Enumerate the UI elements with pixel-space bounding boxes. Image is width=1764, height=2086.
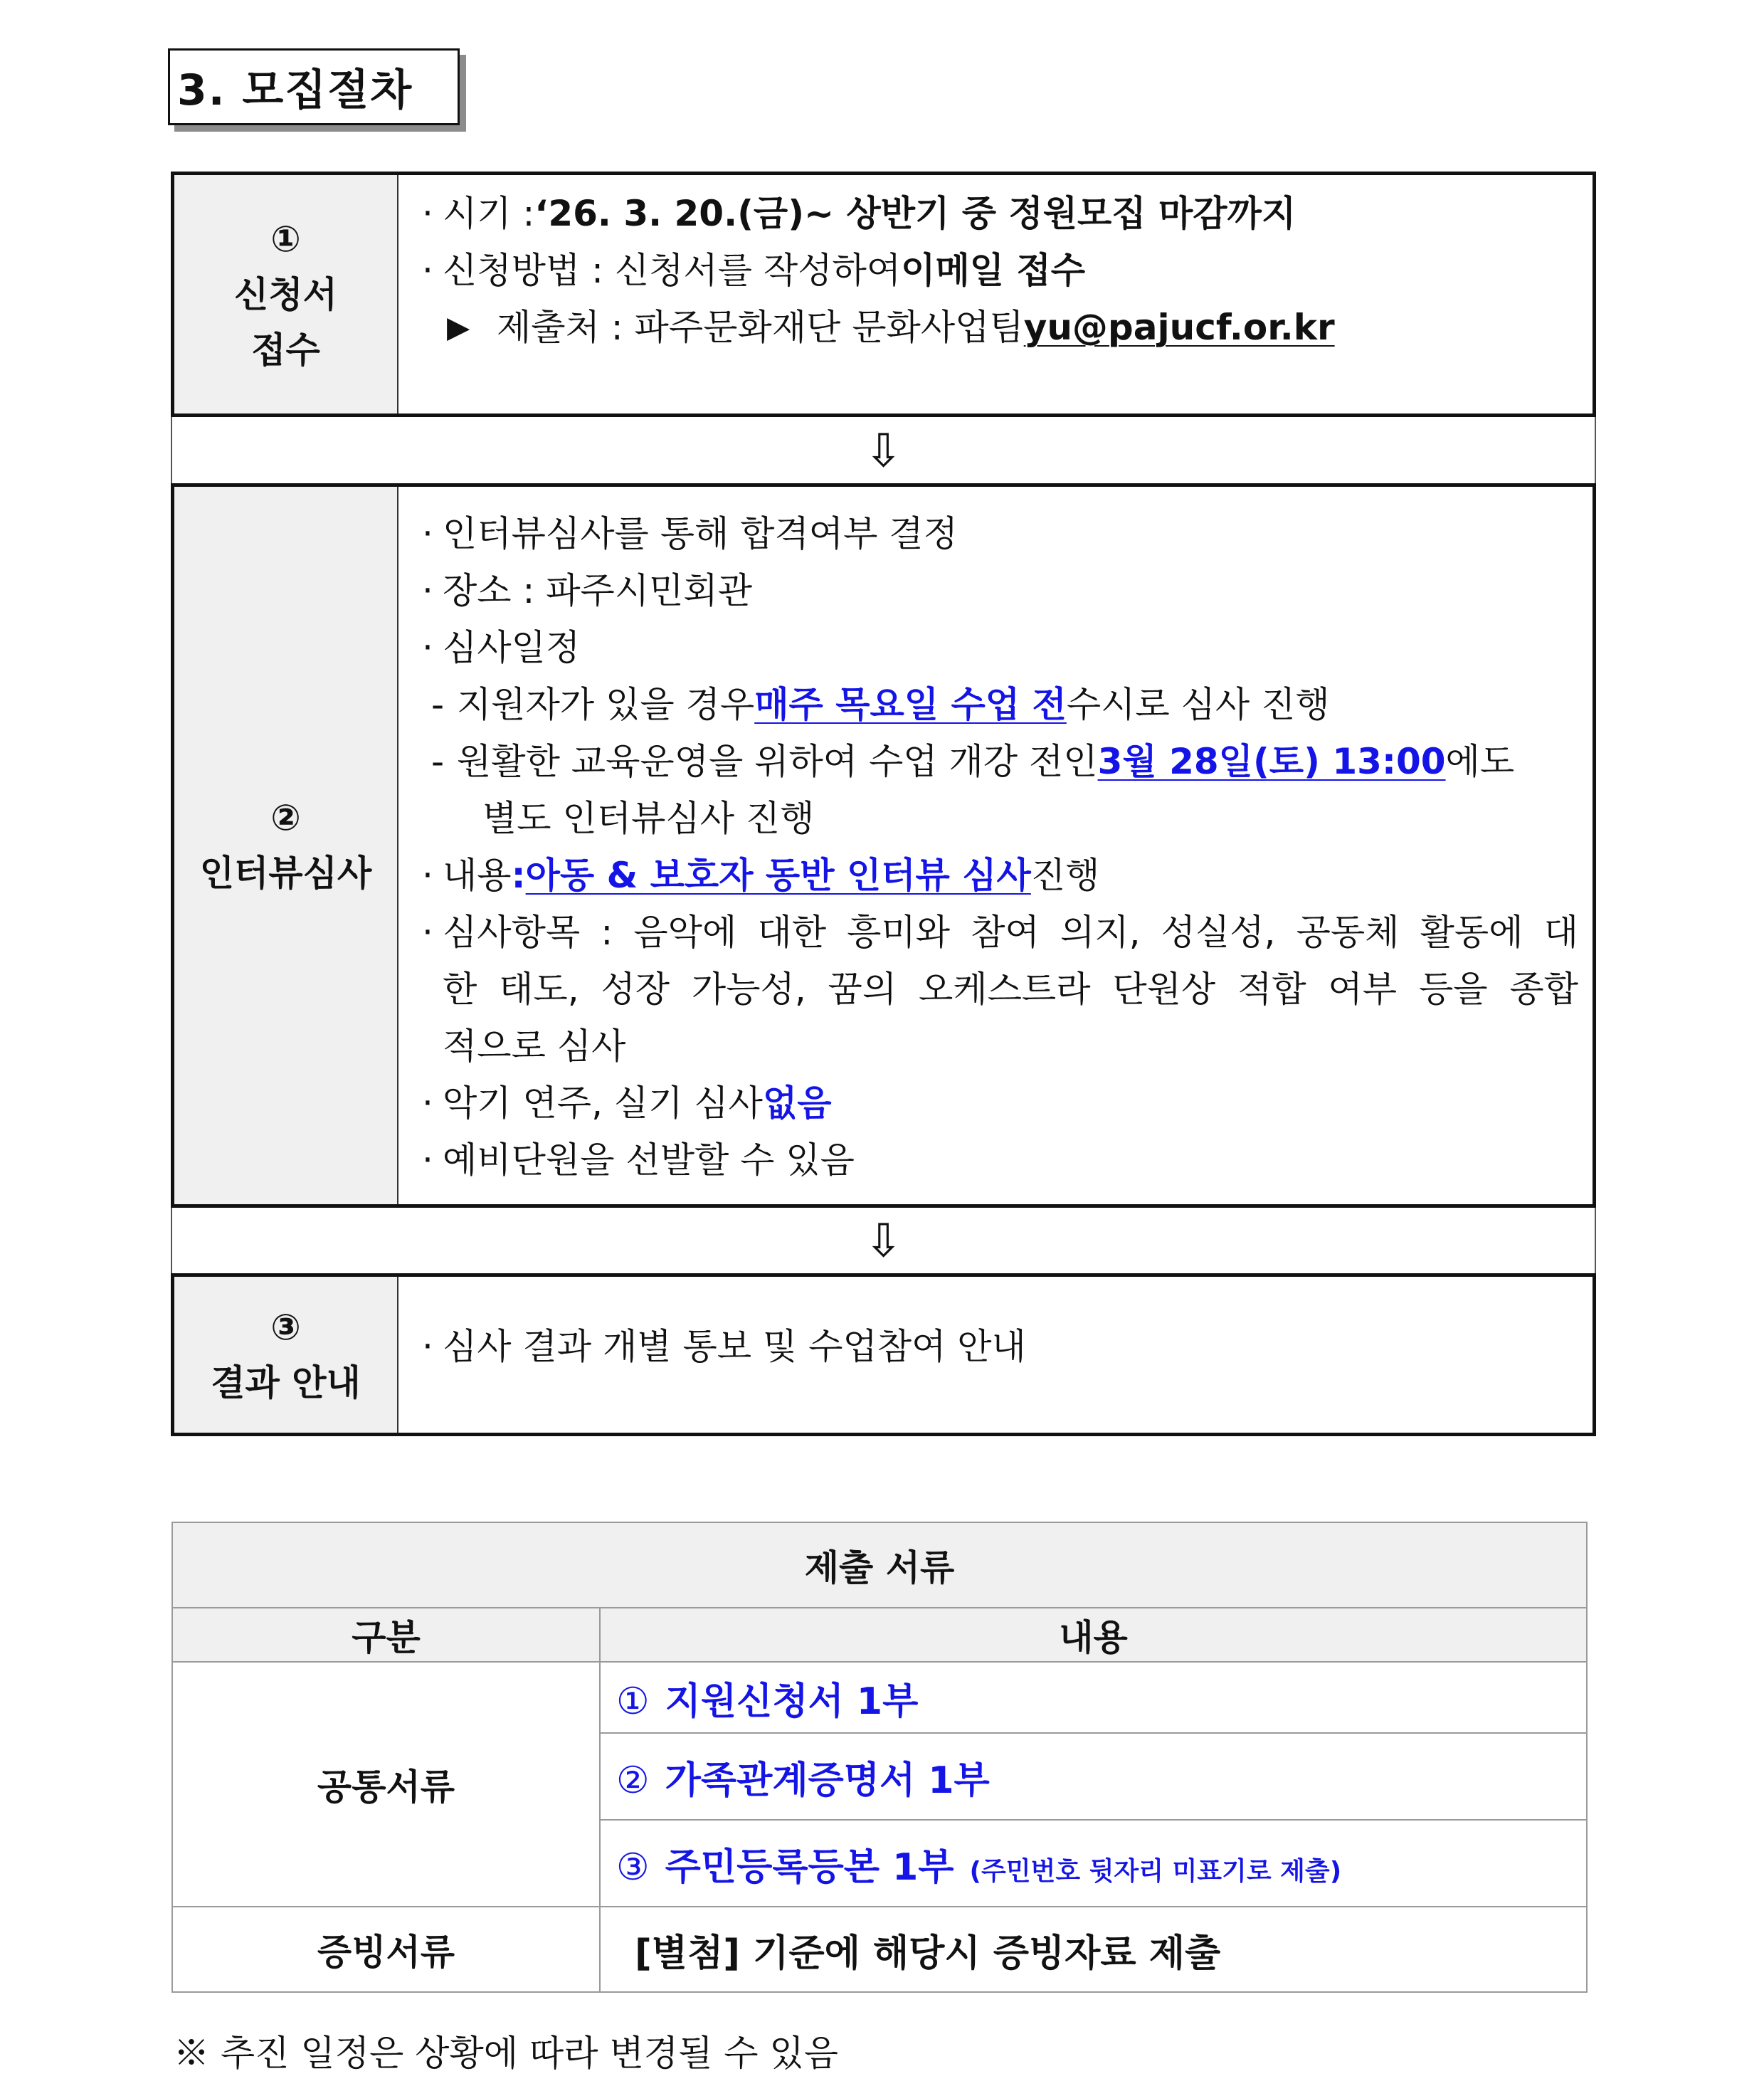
decide-text: 인터뷰심사를 통해 합격여부 결정: [443, 513, 958, 554]
proof-docs-label: 증빙서류: [172, 1907, 600, 1992]
criteria-line: [413, 1018, 1578, 1075]
schedule-item-emphasis: 3월 28일(토) 13:00: [1097, 741, 1446, 782]
criteria-text: 심사항목 : 음악에 대한 흥미와 참여 의지, 성실성, 공동체 활동에 대: [443, 912, 1578, 953]
common-doc-item: [600, 1733, 1587, 1820]
step-label: 결과 안내: [211, 1361, 361, 1403]
bullet: ·: [422, 912, 433, 953]
section-title: 3. 모집절차: [168, 48, 460, 125]
documents-table: [171, 1522, 1588, 1993]
bullet: ·: [422, 1082, 433, 1124]
result-line: [413, 1318, 1578, 1375]
schedule-text: 심사일정: [443, 627, 581, 668]
method-line: [413, 242, 1578, 299]
method-value: 이메일 접수: [901, 250, 1086, 291]
place-line: [413, 562, 1578, 619]
schedule-item-text: 에도: [1445, 741, 1515, 782]
submit-email-link[interactable]: yu@pajucf.or.kr: [1023, 307, 1335, 348]
content-line: [413, 847, 1578, 904]
step-number: ③: [270, 1306, 301, 1348]
decide-line: [413, 505, 1578, 562]
content-text: 진행: [1030, 855, 1100, 896]
content-colon: :: [511, 855, 526, 896]
schedule-item-continued: [413, 790, 1578, 847]
schedule-item-emphasis: 매주 목요일 수업 전: [754, 684, 1067, 725]
step-result-header: [174, 1277, 398, 1433]
criteria-text: 한 태도, 성장 가능성, 꿈의 오케스트라 단원상 적합 여부 등을 종합: [443, 969, 1578, 1010]
bullet: ·: [422, 513, 433, 554]
schedule-item-text: 별도 인터뷰심사 진행: [482, 798, 815, 839]
step-number: ②: [270, 797, 301, 838]
schedule-line: [413, 619, 1578, 676]
step-interview-body: [398, 487, 1593, 1204]
step-label: 인터뷰심사: [199, 853, 372, 894]
step-application: [171, 172, 1596, 417]
item-number: ②: [616, 1759, 650, 1802]
column-header-content: 내용: [600, 1608, 1587, 1662]
bullet: ·: [422, 1139, 433, 1181]
bullet: ·: [422, 627, 433, 668]
flow-arrow-row: [171, 1208, 1596, 1274]
down-arrow-icon: ⇩: [864, 424, 903, 478]
period-value: ‘26. 3. 20.(금)~ 상반기 중 정원모집 마감까지: [534, 193, 1296, 234]
proof-doc-item: [별첨] 기준에 해당시 증빙자료 제출: [600, 1907, 1587, 1992]
reserve-line: [413, 1132, 1578, 1189]
step-interview-header: [174, 487, 398, 1204]
method-label: 신청방법 : 신청서를 작성하여: [443, 250, 902, 291]
item-number: ①: [616, 1680, 650, 1723]
schedule-item-text: 지원자가 있을 경우: [457, 684, 755, 725]
schedule-item-text: 수시로 심사 진행: [1066, 684, 1330, 725]
item-number: ③: [616, 1845, 650, 1889]
schedule-item: [413, 733, 1578, 790]
result-text: 심사 결과 개별 통보 및 수업참여 안내: [443, 1326, 1026, 1367]
column-header-category: 구분: [172, 1608, 600, 1662]
period-line: [413, 185, 1578, 242]
dash: -: [431, 684, 445, 725]
item-text: 주민등록등본 1부: [665, 1845, 954, 1889]
schedule-item: [413, 676, 1578, 733]
bullet: ·: [422, 193, 433, 234]
documents-table-title: 제출 서류: [172, 1522, 1587, 1608]
common-doc-item: [600, 1820, 1587, 1907]
content-emphasis: 아동 & 보호자 동반 인터뷰 심사: [525, 855, 1031, 896]
flow-arrow-row: [171, 417, 1596, 485]
step-interview: [171, 483, 1596, 1208]
criteria-line: [413, 904, 1578, 961]
bullet: ·: [422, 1326, 433, 1367]
common-doc-item: [600, 1662, 1587, 1733]
item-text: 지원신청서 1부: [665, 1680, 919, 1723]
bullet: ·: [422, 570, 433, 611]
submit-label: 제출처 : 파주문화재단 문화사업팀: [497, 307, 1024, 348]
step-label: 신청서: [234, 273, 337, 315]
dash: -: [431, 741, 445, 782]
step-label: 접수: [251, 329, 320, 371]
period-label: 시기 :: [443, 193, 535, 234]
item-note: (주민번호 뒷자리 미표기로 제출): [969, 1856, 1342, 1886]
criteria-text: 적으로 심사: [443, 1026, 626, 1067]
reserve-text: 예비단원을 선발할 수 있음: [443, 1139, 855, 1181]
step-result: [171, 1273, 1596, 1436]
content-label: 내용: [443, 855, 512, 896]
step-application-header: [174, 175, 398, 413]
criteria-line: [413, 961, 1578, 1018]
instrument-emphasis: 없음: [762, 1082, 832, 1124]
schedule-change-note: ※ 추진 일정은 상황에 따라 변경될 수 있음: [174, 2033, 839, 2074]
item-text: 가족관계증명서 1부: [665, 1759, 990, 1802]
down-arrow-icon: ⇩: [864, 1214, 903, 1268]
step-application-body: [398, 175, 1593, 413]
step-result-body: [398, 1277, 1593, 1433]
bullet: ·: [422, 855, 433, 896]
schedule-item-text: 원활한 교육운영을 위하여 수업 개강 전인: [457, 741, 1098, 782]
instrument-text: 악기 연주, 실기 심사: [443, 1082, 763, 1124]
triangle-icon: ▶: [447, 310, 470, 344]
bullet: ·: [422, 250, 433, 291]
common-docs-label: 공통서류: [172, 1662, 600, 1907]
place-text: 장소 : 파주시민회관: [443, 570, 753, 611]
submit-line: [413, 299, 1578, 356]
instrument-line: [413, 1075, 1578, 1132]
step-number: ①: [270, 218, 301, 260]
